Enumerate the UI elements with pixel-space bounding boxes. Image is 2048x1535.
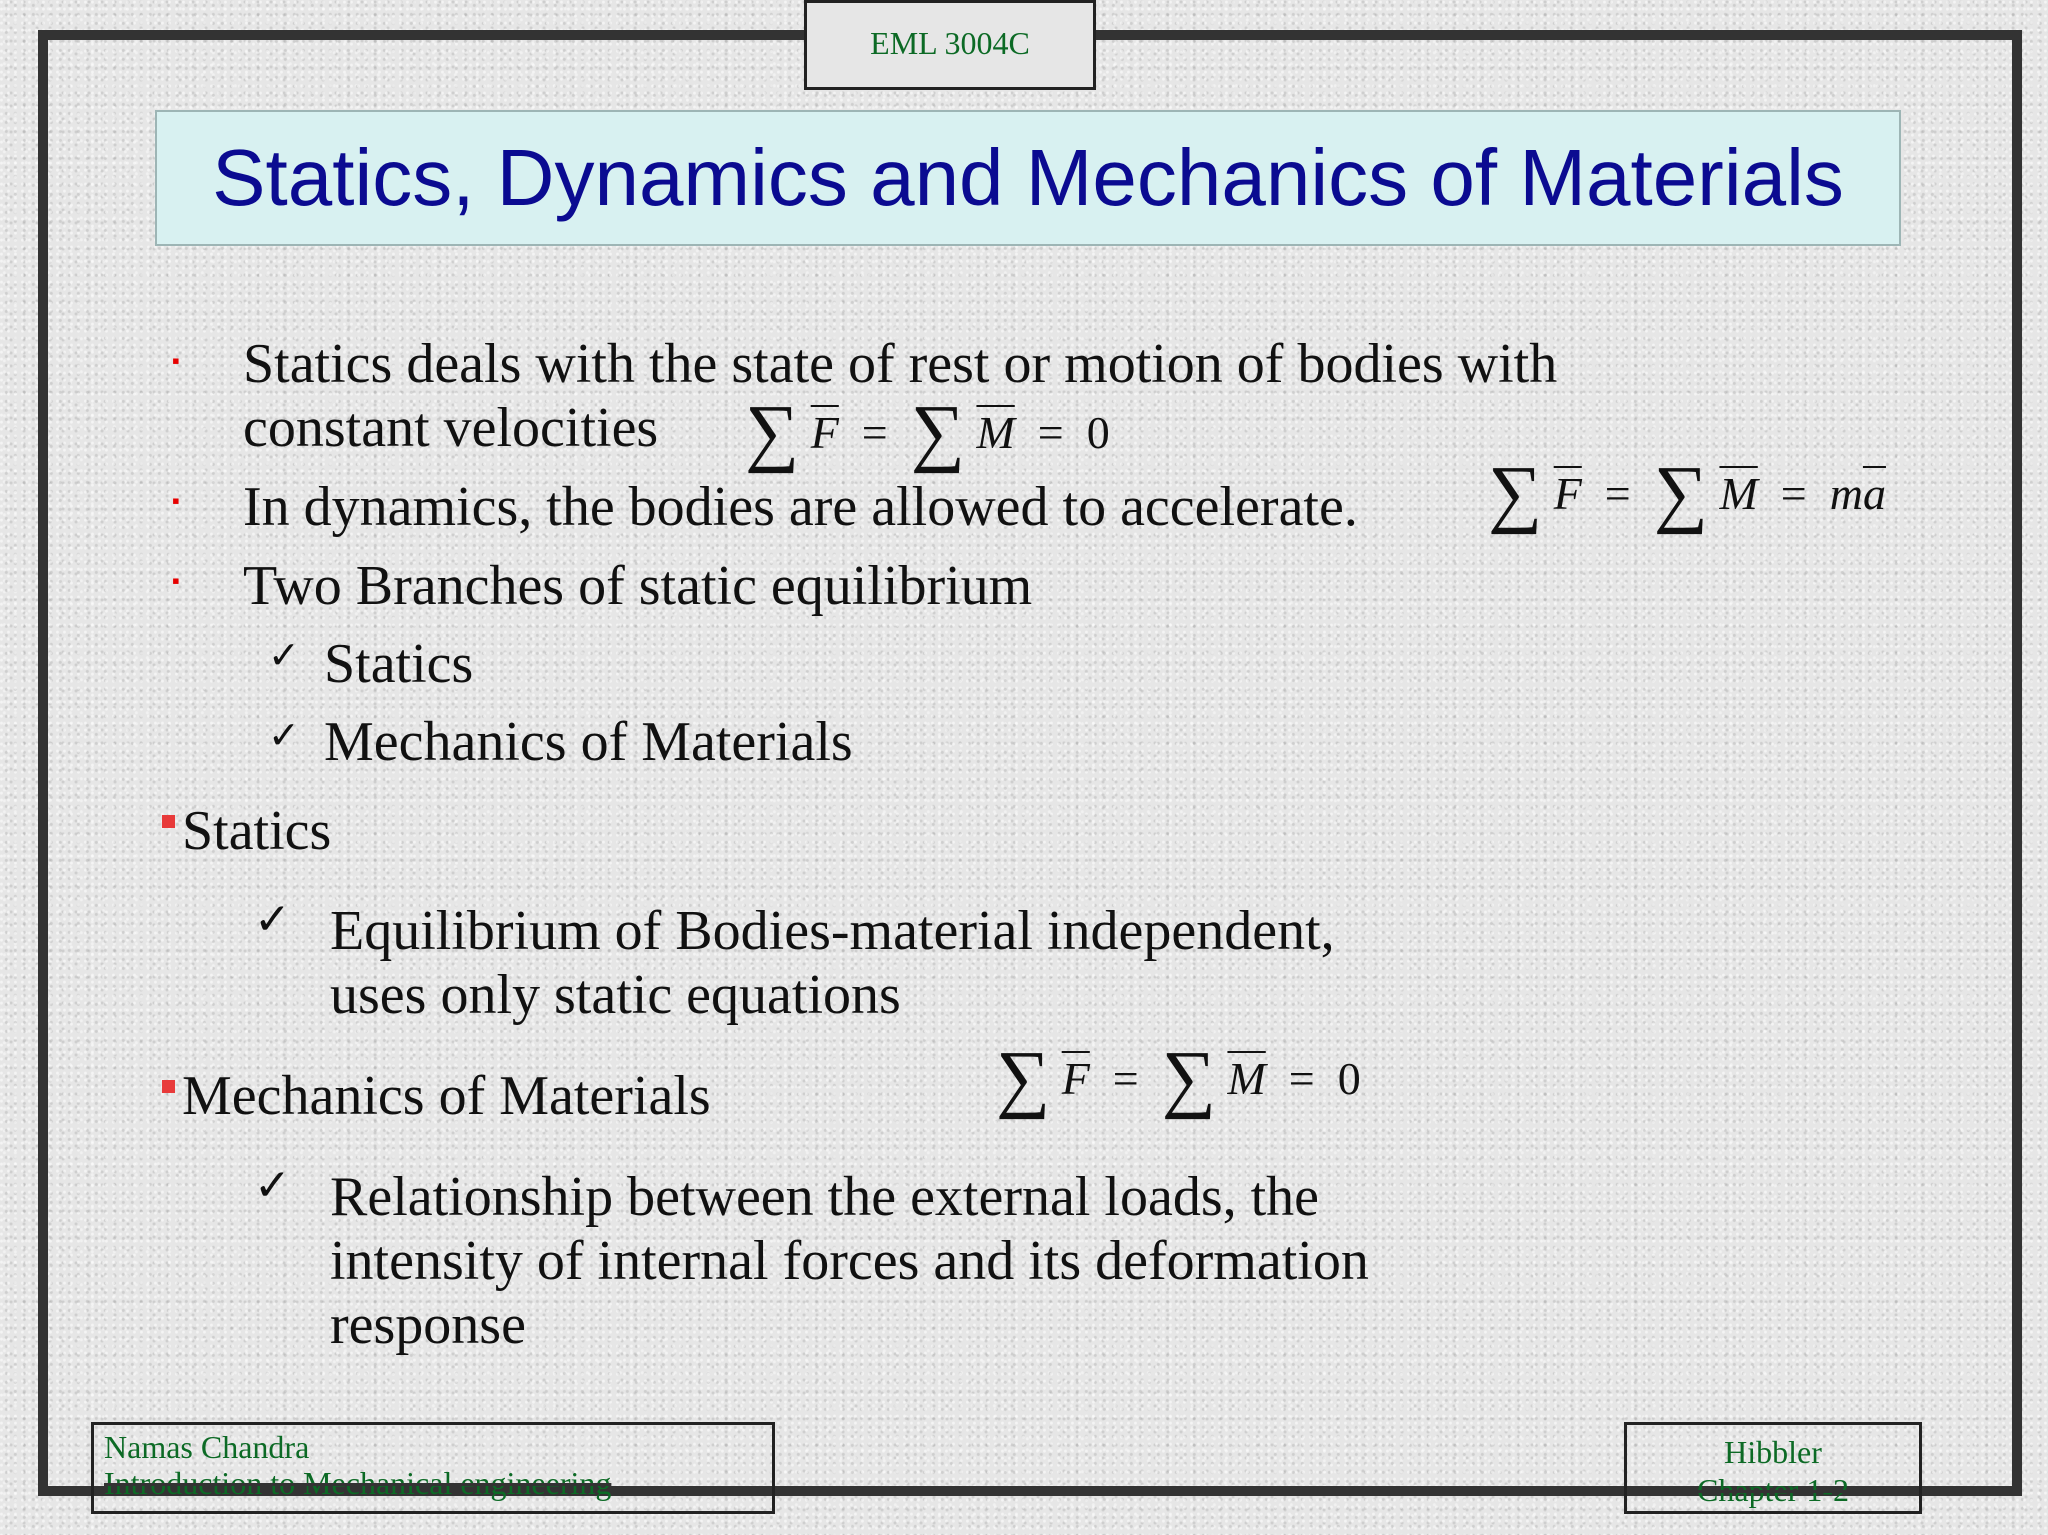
mechanics-description [330, 1165, 1369, 1357]
equation-static-equilibrium [745, 390, 1110, 474]
book-name: Hibbler [1724, 1434, 1822, 1470]
force-var: $\overline{F}$ [1553, 467, 1582, 519]
equation-static-equilibrium [996, 1036, 1361, 1120]
bullet-marker: ▪ [172, 568, 180, 593]
equation-dynamics [1488, 451, 1886, 535]
bullet-two-branches: Two Branches of static equilibrium [243, 555, 1033, 617]
chapter-label: Chapter 1-2 [1697, 1472, 1849, 1508]
description-line: Relationship between the external loads, the [330, 1166, 1320, 1228]
check-icon: ✓ [254, 1160, 291, 1211]
check-icon: ✓ [268, 713, 300, 757]
description-line: Equilibrium of Bodies-material independent, [330, 900, 1335, 962]
course-name: Introduction to Mechanical engineering [104, 1465, 612, 1501]
footer-reference-box [1624, 1422, 1922, 1514]
sum-symbol: ∑ [996, 1036, 1051, 1120]
equals-sign: = [861, 406, 888, 458]
zero: 0 [1086, 406, 1110, 458]
bullet-marker: ▪ [172, 348, 180, 373]
course-code: EML 3004C [870, 25, 1030, 61]
bullet-line: constant velocities [243, 397, 659, 459]
check-icon: ✓ [268, 633, 300, 677]
statics-description [330, 899, 1335, 1027]
equals-sign: = [1780, 467, 1807, 519]
sum-symbol: ∑ [1161, 1036, 1216, 1120]
moment-var: $\overline{M}$ [1227, 1052, 1266, 1104]
description-line: uses only static equations [330, 964, 901, 1026]
slide-title: Statics, Dynamics and Mechanics of Materials [212, 133, 1844, 222]
mass-var: m [1829, 467, 1863, 519]
section-heading-mechanics: Mechanics of Materials [182, 1065, 711, 1127]
equals-sign: = [1288, 1052, 1315, 1104]
moment-var: $\overline{M}$ [976, 406, 1015, 458]
moment-var: $\overline{M}$ [1719, 467, 1758, 519]
equals-sign: = [1037, 406, 1064, 458]
title-box [155, 110, 1901, 246]
bullet-marker [162, 1080, 175, 1093]
sum-symbol: ∑ [1488, 451, 1543, 535]
force-var: $\overline{F}$ [810, 406, 839, 458]
bullet-dynamics: In dynamics, the bodies are allowed to accelerate. [243, 476, 1358, 538]
description-line: intensity of internal forces and its deformation [330, 1230, 1369, 1292]
equals-sign: = [1112, 1052, 1139, 1104]
sum-symbol: ∑ [910, 390, 965, 474]
section-heading-statics: Statics [182, 800, 332, 862]
author-name: Namas Chandra [104, 1429, 310, 1465]
bullet-marker: ▪ [172, 488, 180, 513]
sum-symbol: ∑ [745, 390, 800, 474]
zero: 0 [1337, 1052, 1361, 1104]
equals-sign: = [1604, 467, 1631, 519]
check-icon: ✓ [254, 894, 291, 945]
bullet-marker [162, 815, 175, 828]
sub-item-statics: Statics [324, 633, 474, 695]
acceleration-var: $\overline{a}$ [1862, 467, 1886, 519]
sub-item-mechanics: Mechanics of Materials [324, 711, 853, 773]
force-var: $\overline{F}$ [1061, 1052, 1090, 1104]
sum-symbol: ∑ [1653, 451, 1708, 535]
footer-author-box [91, 1422, 775, 1514]
course-code-box [804, 0, 1096, 90]
bullet-line: Statics deals with the state of rest or motion of bodies with [243, 333, 1558, 395]
description-line: response [330, 1294, 526, 1356]
